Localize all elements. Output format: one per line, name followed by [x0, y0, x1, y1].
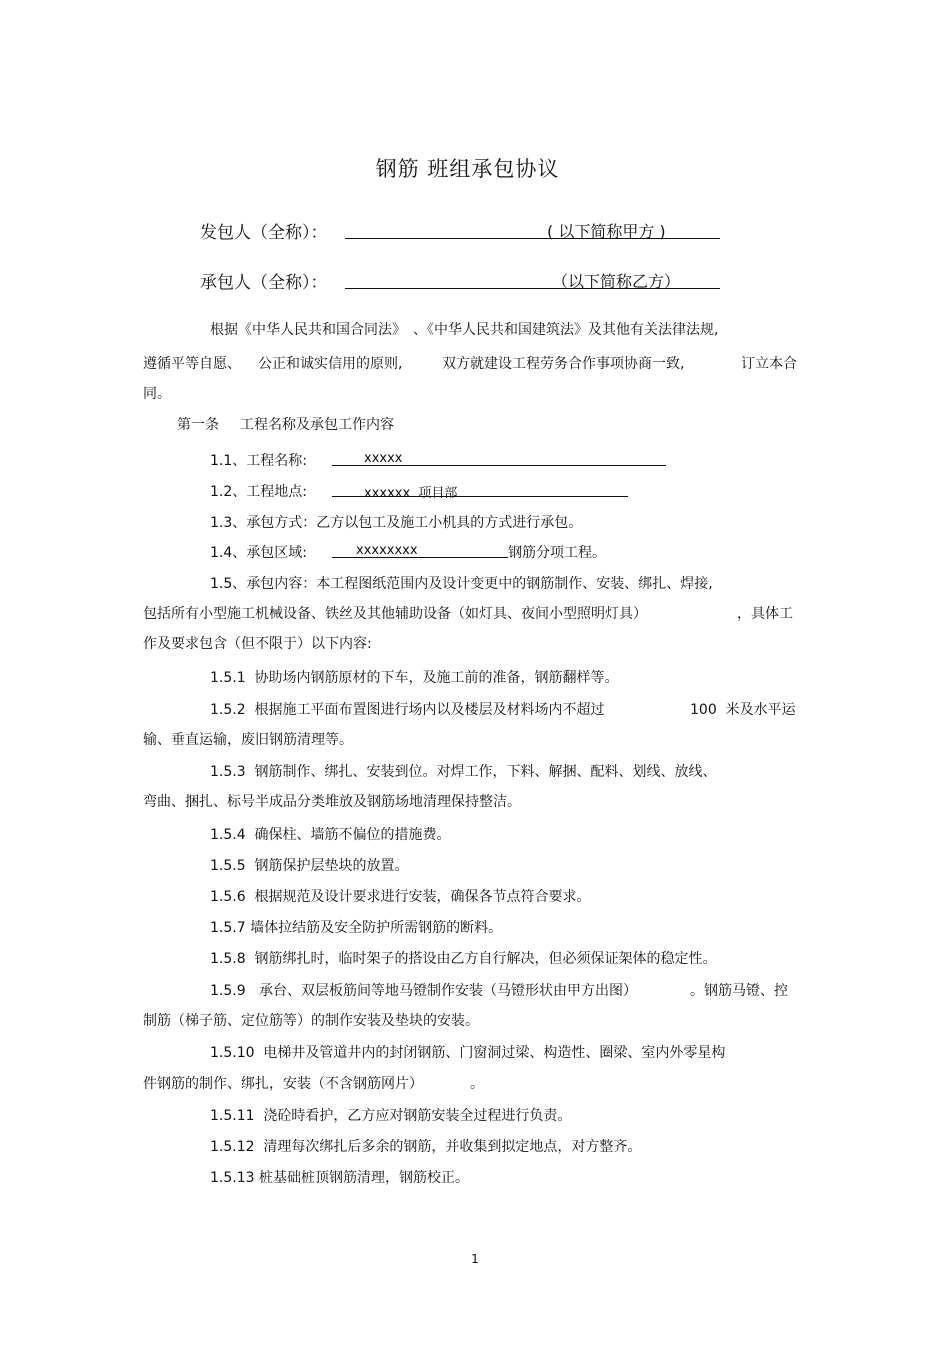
sub-item-1-5-9c: 制筋（梯子筋、定位筋等）的制作安装及垫块的安装。: [143, 1013, 479, 1029]
item-1-5-line-2a: 包括所有小型施工机械设备、铁丝及其他辅助设备（如灯具、夜间小型照明灯具）: [143, 606, 647, 622]
item-1-3: 1.3、承包方式：乙方以包工及施工小机具的方式进行承包。: [210, 515, 583, 531]
article-1-number: 第一条: [177, 417, 219, 433]
preamble-line-2d: 订立本合: [741, 356, 797, 372]
sub-item-1-5-2a: 1.5.2 根据施工平面布置图进行场内以及楼层及材料场内不超过: [210, 702, 605, 718]
sub-item-1-5-8: 1.5.8 钢筋绑扎时，临时架子的搭设由乙方自行解决，但必须保证架体的稳定性。: [210, 951, 717, 967]
sub-item-1-5-6: 1.5.6 根据规范及设计要求进行安装，确保各节点符合要求。: [210, 889, 591, 905]
contractor-label: 承包人（全称）：: [200, 273, 328, 293]
sub-item-1-5-2c: 输、垂直运输，废旧钢筋清理等。: [143, 732, 353, 748]
item-1-4-value: xxxxxxxx: [356, 543, 418, 558]
item-1-2-label: 1.2、工程地点:: [210, 484, 307, 500]
sub-item-1-5-13: 1.5.13 桩基础桩顶钢筋清理，钢筋校正。: [210, 1170, 469, 1186]
preamble-line-2c: 双方就建设工程劳务合作事项协商一致,: [442, 356, 685, 372]
item-1-5-line-3: 作及要求包含（但不限于）以下内容:: [143, 636, 372, 652]
item-1-2-value: xxxxxx 项目部: [364, 486, 458, 501]
item-1-4-label: 1.4、承包区域:: [210, 545, 307, 561]
employer-label: 发包人（全称）：: [200, 223, 328, 243]
sub-item-1-5-10c: 。: [470, 1076, 484, 1092]
sub-item-1-5-5: 1.5.5 钢筋保护层垫块的放置。: [210, 858, 409, 874]
item-1-5-line-1: 1.5、承包内容：本工程图纸范围内及设计变更中的钢筋制作、安装、绑扎、焊接,: [210, 576, 713, 592]
sub-item-1-5-9b: 。钢筋马镫、控: [690, 983, 788, 999]
employer-note: ( 以下简称甲方 ): [547, 222, 666, 241]
sub-item-1-5-4: 1.5.4 确保柱、墙筋不偏位的措施费。: [210, 827, 451, 843]
sub-item-1-5-7: 1.5.7 墙体拉结筋及安全防护所需钢筋的断料。: [210, 920, 503, 936]
sub-item-1-5-2b: 100 米及水平运: [690, 702, 796, 718]
sub-item-1-5-9a: 1.5.9 承台、双层板筋间等地马镫制作安装（马镫形状由甲方出图）: [210, 983, 637, 999]
preamble-line-3: 同。: [143, 386, 171, 402]
contractor-note: （以下简称乙方）: [552, 272, 681, 291]
sub-item-1-5-10a: 1.5.10 电梯井及管道井内的封闭钢筋、门窗洞过梁、构造性、圈梁、室内外零星构: [210, 1045, 726, 1061]
sub-item-1-5-3a: 1.5.3 钢筋制作、绑扎、安装到位。对焊工作，下料、解捆、配料、划线、放线、: [210, 764, 717, 780]
preamble-line-2b: 公正和诚实信用的原则,: [258, 356, 403, 372]
article-1-heading: 工程名称及承包工作内容: [240, 417, 394, 433]
sub-item-1-5-3b: 弯曲、捆扎、标号半成品分类堆放及钢筋场地清理保持整洁。: [143, 794, 521, 810]
sub-item-1-5-1: 1.5.1 协助场内钢筋原材的下车，及施工前的准备，钢筋翻样等。: [210, 670, 619, 686]
preamble-line-1: 根据《中华人民共和国合同法》 、《中华人民共和国建筑法》及其他有关法律法规,: [210, 322, 719, 338]
sub-item-1-5-10b: 件钢筋的制作、绑扎，安装（不含钢筋网片）: [143, 1076, 423, 1092]
sub-item-1-5-11: 1.5.11 浇砼時看护，乙方应对钢筋安装全过程进行负责。: [210, 1108, 572, 1124]
sub-item-1-5-12: 1.5.12 清理每次绑扎后多余的钢筋，并收集到拟定地点，对方整齐。: [210, 1139, 642, 1155]
document-title: 钢筋 班组承包协议: [375, 157, 560, 181]
item-1-5-line-2b: ，具体工: [737, 606, 793, 622]
preamble-line-2a: 遵循平等自愿、: [143, 356, 241, 372]
item-1-1-value: xxxxx: [364, 451, 403, 466]
item-1-4-suffix: 钢筋分项工程。: [508, 545, 606, 561]
item-1-1-label: 1.1、工程名称:: [210, 453, 307, 469]
page-number: 1: [471, 1252, 479, 1266]
